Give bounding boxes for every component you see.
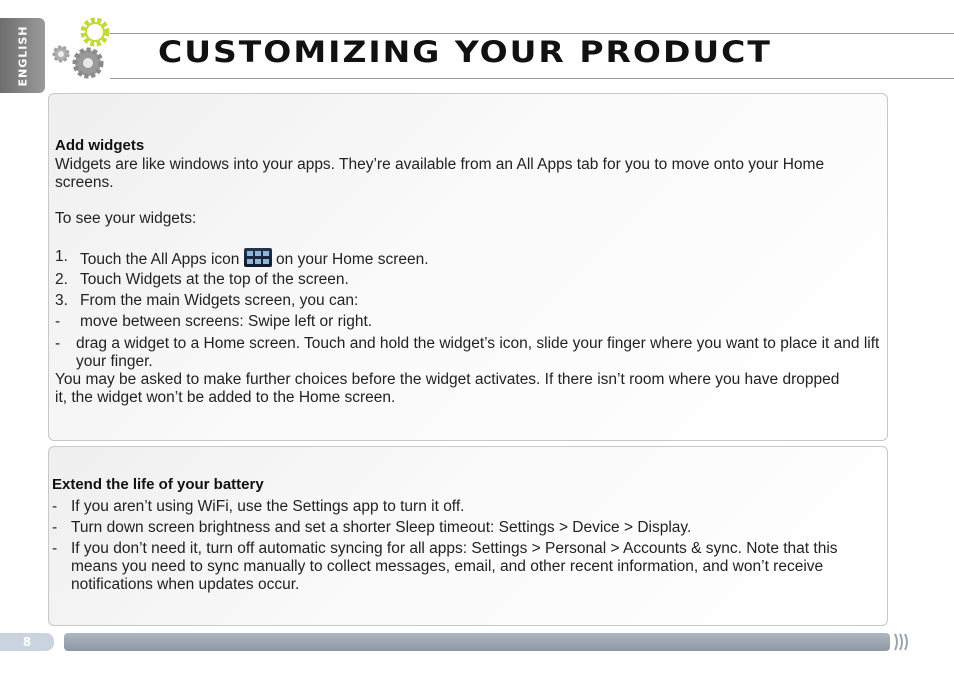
option-text: drag a widget to a Home screen. Touch and hold the widget’s icon, slide your finger where you want to place it and lift your finger.	[76, 335, 880, 370]
step-item	[55, 292, 881, 310]
battery-tip	[52, 498, 878, 516]
option-marker: -	[55, 313, 61, 330]
language-label: ENGLISH	[16, 25, 29, 86]
option-text: move between screens: Swipe left or right.	[80, 313, 373, 330]
battery-tip-marker: -	[52, 519, 58, 536]
step-text	[80, 248, 429, 269]
battery-tip-marker: -	[52, 498, 58, 515]
step-item	[55, 271, 881, 289]
small-gray-gear-icon	[54, 47, 68, 61]
chevrons-right-icon	[892, 632, 912, 652]
battery-tip	[52, 540, 870, 594]
battery-heading: Extend the life of your battery	[52, 476, 264, 493]
see-widgets-text: To see your widgets:	[55, 210, 197, 227]
option-item	[55, 335, 881, 371]
footer-bar	[64, 633, 890, 651]
step-text: From the main Widgets screen, you can:	[80, 292, 359, 309]
all-apps-icon	[244, 248, 272, 267]
page-title: CUSTOMIZING YOUR PRODUCT	[158, 33, 772, 70]
step-text: Touch Widgets at the top of the screen.	[80, 271, 349, 288]
title-rule-bottom	[110, 78, 954, 79]
page-number: 8	[0, 633, 54, 651]
step-marker: 3.	[55, 292, 68, 309]
green-gear-icon	[83, 20, 107, 44]
language-tab	[0, 18, 45, 93]
battery-tip-text: Turn down screen brightness and set a shorter Sleep timeout: Settings > Device > Display.	[71, 519, 692, 536]
widgets-note: You may be asked to make further choices before the widget activates. If there isn’t room where you have dropped it, the widget won’t be added to the Home screen.	[55, 371, 840, 406]
step-item	[55, 248, 881, 269]
step-marker: 2.	[55, 271, 68, 288]
step-marker: 1.	[55, 248, 68, 265]
large-gray-gear-icon	[75, 50, 101, 76]
widgets-heading: Add widgets	[55, 137, 145, 154]
battery-tip	[52, 519, 878, 537]
step-text-after-icon: on your Home screen.	[276, 251, 429, 268]
step-text-before-icon: Touch the All Apps icon	[80, 251, 240, 268]
battery-tip-text: If you aren’t using WiFi, use the Settings app to turn it off.	[71, 498, 465, 515]
gears-icon	[44, 14, 116, 84]
widgets-intro: Widgets are like windows into your apps. They’re available from an All Apps tab for you to move onto your Home screens.	[55, 156, 825, 191]
option-marker: -	[55, 335, 61, 352]
battery-panel	[48, 446, 888, 626]
widgets-panel	[48, 93, 888, 441]
option-item	[55, 313, 881, 331]
battery-tip-marker: -	[52, 540, 58, 557]
battery-tip-text: If you don’t need it, turn off automatic syncing for all apps: Settings > Personal > Accounts & sync. Note that this means you need to sync manually to collect messages, email, and other recent information, and won’t receive notifications when updates occur.	[71, 540, 838, 593]
